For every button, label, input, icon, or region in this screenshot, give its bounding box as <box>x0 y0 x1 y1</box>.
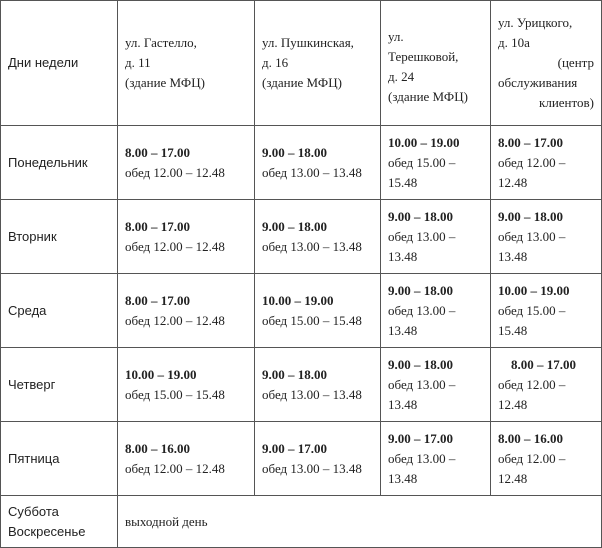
work-hours: 9.00 – 18.00 <box>262 366 327 382</box>
work-hours: 8.00 – 16.00 <box>125 440 190 456</box>
weekend-day-labels <box>1 496 118 548</box>
work-hours: 8.00 – 17.00 <box>511 356 576 372</box>
lunch-break: обед 13.00 – <box>498 228 566 244</box>
lunch-break: обед 15.00 – 15.48 <box>125 386 225 402</box>
schedule-cell <box>255 126 381 200</box>
schedule-cell <box>118 422 255 496</box>
work-hours: 9.00 – 18.00 <box>262 144 327 160</box>
lunch-break: обед 13.00 – 13.48 <box>262 164 362 180</box>
lunch-break-end: 12.48 <box>498 396 528 412</box>
table-row <box>1 348 602 422</box>
lunch-break-end: 15.48 <box>388 174 418 190</box>
work-hours: 10.00 – 19.00 <box>125 366 197 382</box>
lunch-break: обед 13.00 – <box>388 450 456 466</box>
lunch-break: обед 13.00 – <box>388 228 456 244</box>
header-address-line: Терешковой, <box>388 49 459 64</box>
schedule-cell <box>118 348 255 422</box>
header-address-line: (здание МФЦ) <box>262 75 342 90</box>
header-address-line: (здание МФЦ) <box>125 75 205 90</box>
day-label: Среда <box>1 274 118 348</box>
lunch-break: обед 13.00 – <box>388 302 456 318</box>
day-label-saturday: Суббота <box>8 503 59 519</box>
lunch-break-end: 13.48 <box>388 248 418 264</box>
header-address-line: ул. <box>388 29 404 44</box>
lunch-break-end: 13.48 <box>388 322 418 338</box>
work-hours: 10.00 – 19.00 <box>498 282 570 298</box>
day-label: Четверг <box>1 348 118 422</box>
lunch-break: обед 12.00 – 12.48 <box>125 238 225 254</box>
day-off-label: выходной день <box>118 496 602 548</box>
work-hours: 10.00 – 19.00 <box>262 292 334 308</box>
lunch-break: обед 12.00 – 12.48 <box>125 460 225 476</box>
schedule-cell <box>491 348 602 422</box>
header-address-line: ул. Гастелло, <box>125 35 197 50</box>
lunch-break: обед 12.00 – <box>498 376 566 392</box>
header-days: Дни недели <box>1 1 118 126</box>
weekend-row <box>1 496 602 548</box>
header-address-gastello <box>118 1 255 126</box>
work-hours: 9.00 – 18.00 <box>388 282 453 298</box>
lunch-break: обед 13.00 – 13.48 <box>262 386 362 402</box>
table-row <box>1 126 602 200</box>
work-hours: 8.00 – 16.00 <box>498 430 563 446</box>
lunch-break: обед 13.00 – 13.48 <box>262 460 362 476</box>
lunch-break: обед 13.00 – 13.48 <box>262 238 362 254</box>
table-row <box>1 200 602 274</box>
day-label: Понедельник <box>1 126 118 200</box>
header-address-line: обслуживания <box>498 75 578 90</box>
table-row <box>1 422 602 496</box>
lunch-break-end: 15.48 <box>498 322 528 338</box>
header-address-pushkinskaya <box>255 1 381 126</box>
schedule-cell <box>491 422 602 496</box>
work-hours: 8.00 – 17.00 <box>125 292 190 308</box>
schedule-cell <box>118 274 255 348</box>
schedule-cell <box>118 200 255 274</box>
schedule-cell <box>118 126 255 200</box>
header-address-line: ул. Пушкинская, <box>262 35 354 50</box>
schedule-cell <box>255 200 381 274</box>
header-address-line: д. 16 <box>262 55 289 70</box>
header-address-line: клиентов) <box>539 95 594 110</box>
header-address-uritskogo <box>491 1 602 126</box>
lunch-break: обед 12.00 – <box>498 154 566 170</box>
schedule-cell <box>381 200 491 274</box>
work-hours: 9.00 – 18.00 <box>388 356 453 372</box>
work-hours: 8.00 – 17.00 <box>125 144 190 160</box>
day-label: Пятница <box>1 422 118 496</box>
lunch-break: обед 12.00 – 12.48 <box>125 312 225 328</box>
schedule-cell <box>381 422 491 496</box>
schedule-cell <box>255 348 381 422</box>
schedule-cell <box>491 274 602 348</box>
lunch-break-end: 13.48 <box>388 396 418 412</box>
schedule-cell <box>491 200 602 274</box>
lunch-break: обед 15.00 – <box>498 302 566 318</box>
work-hours: 8.00 – 17.00 <box>498 134 563 150</box>
lunch-break: обед 15.00 – <box>388 154 456 170</box>
day-label-sunday: Воскресенье <box>8 523 86 539</box>
schedule-cell <box>255 422 381 496</box>
work-hours: 9.00 – 17.00 <box>262 440 327 456</box>
table-row <box>1 274 602 348</box>
header-address-line: (центр <box>557 55 594 70</box>
work-hours: 9.00 – 18.00 <box>388 208 453 224</box>
schedule-cell <box>491 126 602 200</box>
header-address-line: ул. Урицкого, <box>498 15 573 30</box>
lunch-break: обед 12.00 – <box>498 450 566 466</box>
day-label: Вторник <box>1 200 118 274</box>
work-hours: 9.00 – 18.00 <box>498 208 563 224</box>
work-hours: 8.00 – 17.00 <box>125 218 190 234</box>
schedule-cell <box>255 274 381 348</box>
lunch-break-end: 12.48 <box>498 174 528 190</box>
work-hours: 9.00 – 18.00 <box>262 218 327 234</box>
schedule-cell <box>381 126 491 200</box>
header-address-line: д. 24 <box>388 69 415 84</box>
work-hours: 9.00 – 17.00 <box>388 430 453 446</box>
lunch-break-end: 13.48 <box>388 470 418 486</box>
header-address-line: д. 10а <box>498 35 530 50</box>
lunch-break: обед 12.00 – 12.48 <box>125 164 225 180</box>
lunch-break: обед 13.00 – <box>388 376 456 392</box>
schedule-cell <box>381 348 491 422</box>
header-address-line: (здание МФЦ) <box>388 89 468 104</box>
header-address-tereshkovoy <box>381 1 491 126</box>
header-address-line: д. 11 <box>125 55 151 70</box>
work-hours: 10.00 – 19.00 <box>388 134 460 150</box>
lunch-break: обед 15.00 – 15.48 <box>262 312 362 328</box>
schedule-cell <box>381 274 491 348</box>
lunch-break-end: 13.48 <box>498 248 528 264</box>
lunch-break-end: 12.48 <box>498 470 528 486</box>
header-row <box>1 1 602 126</box>
